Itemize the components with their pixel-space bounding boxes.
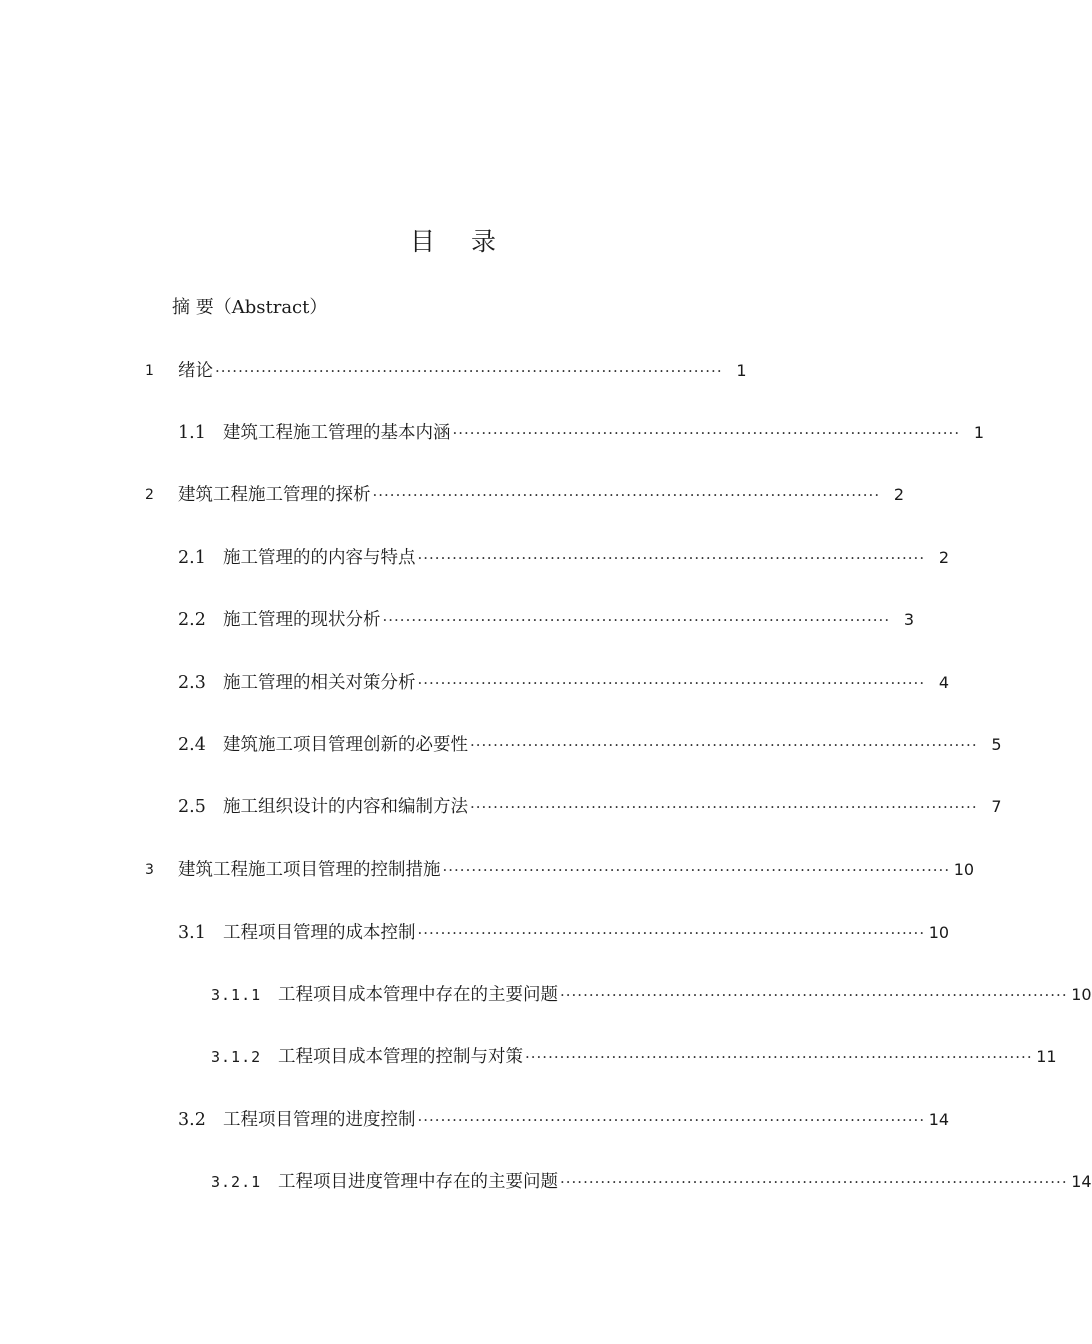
- toc-page-number: 14: [1071, 1172, 1092, 1191]
- page-title: 目 录: [410, 227, 510, 256]
- toc-number: 1: [145, 363, 154, 379]
- toc-entry[interactable]: [178, 670, 950, 696]
- toc-label: 建筑工程施工管理的基本内涵: [223, 423, 451, 443]
- toc-number: 3.2.1: [211, 1173, 262, 1191]
- toc-entry[interactable]: [211, 982, 1092, 1008]
- toc-page-number: 1: [736, 361, 747, 380]
- toc-entry[interactable]: [178, 794, 1002, 820]
- toc-leader: ························································································: [417, 1111, 926, 1129]
- toc-label: 建筑工程施工管理的探析: [178, 485, 371, 505]
- toc-label: 建筑施工项目管理创新的必要性: [223, 735, 468, 755]
- toc-number: 2.5: [178, 797, 206, 817]
- abstract-label-en: （Abstract）: [213, 297, 328, 318]
- toc-entry[interactable]: [145, 857, 975, 883]
- toc-label: 施工管理的现状分析: [223, 610, 381, 630]
- toc-leader: ························································································: [470, 736, 978, 754]
- toc-page-number: 2: [893, 485, 905, 504]
- toc-number: 3: [145, 862, 154, 878]
- toc-number: 2: [145, 487, 154, 503]
- toc-entry[interactable]: [178, 1107, 950, 1133]
- toc-page-number: 5: [991, 735, 1002, 754]
- toc-entry[interactable]: [178, 420, 985, 446]
- abstract-entry[interactable]: [172, 295, 327, 321]
- toc-label: 绪论: [178, 361, 213, 381]
- toc-number: 3.1.2: [211, 1048, 262, 1066]
- toc-page-number: 2: [938, 548, 950, 567]
- toc-page-number: 1: [973, 423, 985, 442]
- toc-label: 施工管理的的内容与特点: [223, 548, 416, 568]
- toc-label: 建筑工程施工项目管理的控制措施: [178, 860, 441, 880]
- toc-label: 施工组织设计的内容和编制方法: [223, 797, 468, 817]
- toc-leader: ························································································: [215, 362, 723, 380]
- toc-number: 3.2: [178, 1110, 206, 1130]
- toc-leader: ························································································: [452, 424, 961, 442]
- toc-entry[interactable]: [178, 920, 950, 946]
- toc-entry[interactable]: [145, 358, 745, 384]
- toc-page-number: 10: [953, 860, 975, 879]
- toc-entry[interactable]: [178, 545, 950, 571]
- toc-number: 3.1: [178, 923, 206, 943]
- toc-leader: ························································································: [560, 986, 1068, 1004]
- toc-entry[interactable]: [145, 482, 905, 508]
- toc-entry[interactable]: [178, 607, 915, 633]
- toc-number: 2.3: [178, 673, 206, 693]
- toc-leader: ························································································: [417, 924, 926, 942]
- toc-entry[interactable]: [178, 732, 1002, 758]
- toc-entry[interactable]: [211, 1044, 1057, 1070]
- toc-label: 工程项目成本管理中存在的主要问题: [278, 985, 558, 1005]
- toc-label: 工程项目管理的进度控制: [223, 1110, 416, 1130]
- toc-leader: ························································································: [560, 1173, 1068, 1191]
- toc-leader: ························································································: [442, 861, 951, 879]
- toc-leader: ························································································: [417, 674, 926, 692]
- toc-number: 1.1: [178, 423, 206, 443]
- toc-label: 施工管理的相关对策分析: [223, 673, 416, 693]
- toc-number: 2.4: [178, 735, 206, 755]
- toc-page-number: 4: [938, 673, 950, 692]
- toc-leader: ························································································: [372, 486, 881, 504]
- toc-leader: ························································································: [525, 1048, 1033, 1066]
- toc-number: 2.1: [178, 548, 206, 568]
- toc-leader: ························································································: [382, 611, 891, 629]
- toc-label: 工程项目管理的成本控制: [223, 923, 416, 943]
- toc-page-number: 14: [928, 1110, 950, 1129]
- toc-page-number: 11: [1036, 1047, 1057, 1066]
- toc-leader: ························································································: [470, 798, 978, 816]
- toc-entry[interactable]: [211, 1169, 1092, 1195]
- toc-label: 工程项目进度管理中存在的主要问题: [278, 1172, 558, 1192]
- toc-number: 2.2: [178, 610, 206, 630]
- toc-leader: ························································································: [417, 549, 926, 567]
- toc-page-number: 10: [928, 923, 950, 942]
- abstract-label-cn: 摘 要: [172, 297, 214, 318]
- toc-page-number: 10: [1071, 985, 1092, 1004]
- toc-page-number: 7: [991, 797, 1002, 816]
- toc-number: 3.1.1: [211, 986, 262, 1004]
- toc-page-number: 3: [903, 610, 915, 629]
- toc-label: 工程项目成本管理的控制与对策: [278, 1047, 523, 1067]
